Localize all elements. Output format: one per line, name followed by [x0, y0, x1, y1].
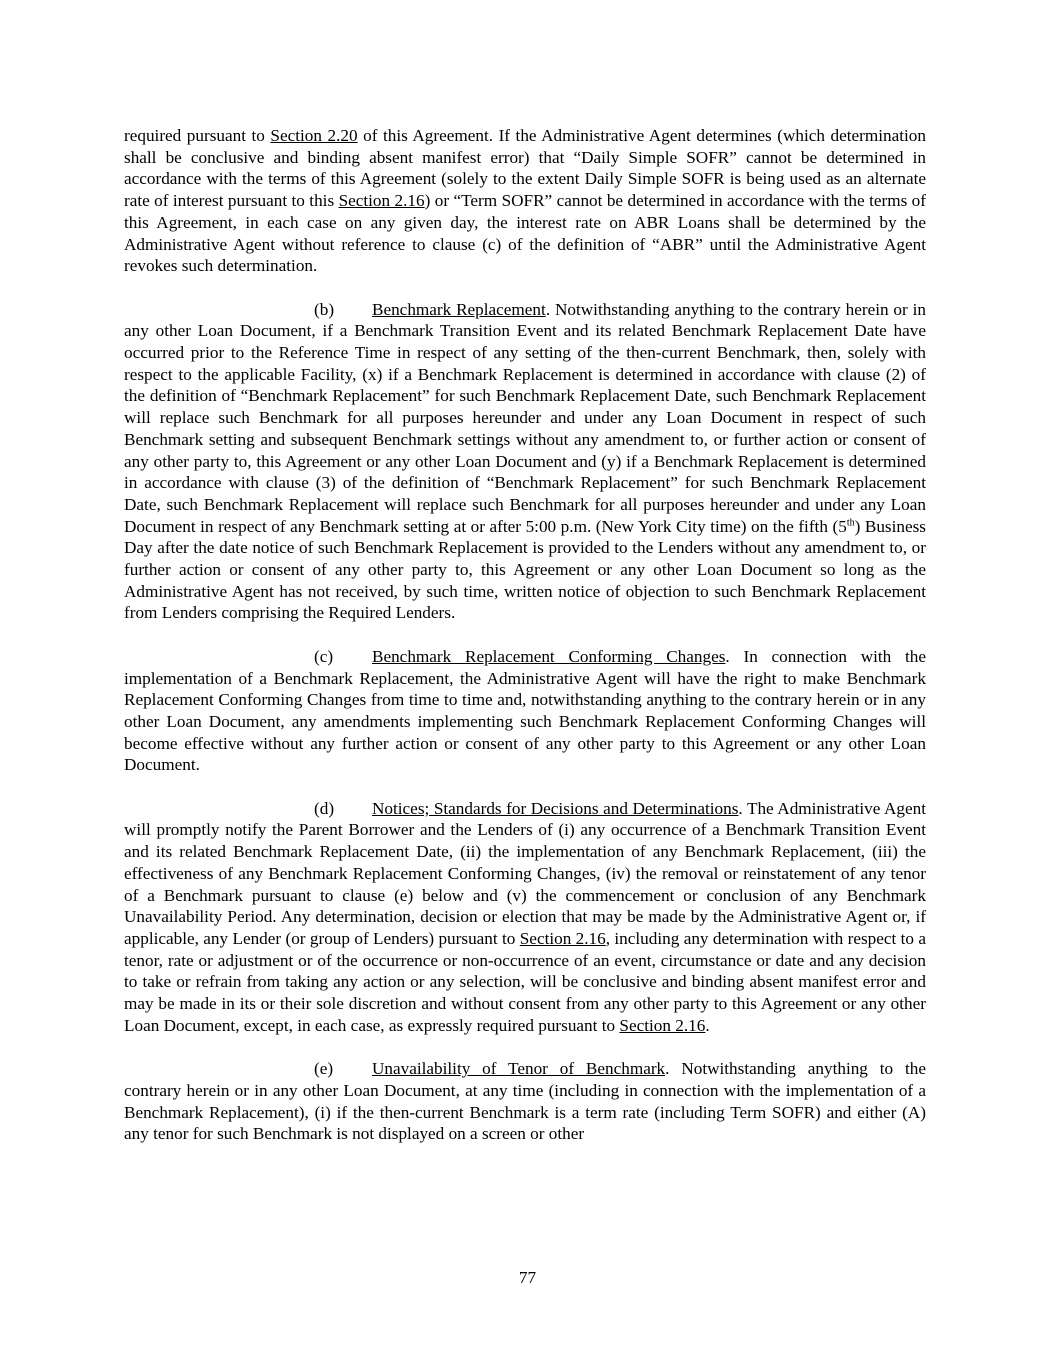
clause-heading: Notices; Standards for Decisions and Determinations — [372, 798, 739, 818]
text-block-top — [124, 125, 926, 1145]
paragraph-continuation — [124, 125, 926, 277]
clause-number: (b) — [314, 299, 335, 319]
text-run: . In connection with the implementation of a Benchmark Replacement, the Administrative Agent will have the right to make Benchmark Replacement Conforming Changes from time to time and, notwithstanding anything to the contrary herein or in any other Loan Document, any amendments implementing such Benchmark Replacement Conforming Changes will become effective without any further action or consent of any other party to this Agreement or any other Loan Document. — [124, 646, 927, 775]
page-number: 77 — [518, 1268, 537, 1287]
text-run: ) Business Day after the date notice of such Benchmark Replacement is provided to the Lenders without any amendment to, or further action or consent of any other party to, this Agreement or any other Loan Document so long as the Administrative Agent has not received, by such time, written notice of objection to such Benchmark Replacement from Lenders comprising the Required Lenders. — [124, 516, 926, 623]
text-run: of this Agreement. If the Administrative Agent determines (which determination shall be conclusive and binding absent manifest error) that “Daily Simple SOFR” cannot be determined in accordance with the terms of this Agreement (solely to the extent Daily Simple SOFR is being used as an alternate rate of interest pursuant to this — [124, 126, 926, 211]
clause-number: (e) — [314, 1059, 334, 1079]
clause-heading: Benchmark Replacement Conforming Changes — [372, 646, 726, 666]
section-reference-link: Section 2.16 — [519, 928, 606, 948]
text-run: . Notwithstanding anything to the contrary herein or in any other Loan Document, at any time (including in connection with the implementation of a Benchmark Replacement), (i) if the then-current Benchmark is a term rate (including Term SOFR) and either (A) any tenor for such Benchmark is not displayed on a screen or other — [124, 1059, 926, 1144]
text-run: required pursuant to — [124, 126, 271, 145]
ordinal-superscript: th — [846, 516, 855, 528]
clause-heading: Benchmark Replacement — [372, 299, 546, 319]
paragraph-c-conforming-changes — [124, 646, 926, 776]
text-run: ) or “Term SOFR” cannot be determined in accordance with the terms of this Agreement, in each case on any given day, the interest rate on ABR Loans shall be determined by the Administrative Agent without reference to clause (c) of the definition of “ABR” until the Administrative Agent revokes such determination. — [124, 191, 926, 276]
paragraph-b-benchmark-replacement — [124, 299, 926, 625]
section-reference-link: Section 2.16 — [338, 191, 425, 211]
text-run: , including any determination with respect to a tenor, rate or adjustment or of the occurrence or non-occurrence of an event, circumstance or date and any decision to take or refrain from taking any action or any selection, will be conclusive and binding absent manifest error and may be made in its or their sole discretion and without consent from any other party to this Agreement or any other Loan Document, except, in each case, as expressly required pursuant to — [124, 928, 926, 1035]
text-run: . — [705, 1015, 710, 1035]
text-run: . Notwithstanding anything to the contrary herein or in any other Loan Document, if a Benchmark Transition Event and its related Benchmark Replacement Date have occurred prior to the Reference Time in respect of any setting of the then-current Benchmark, then, solely with respect to the applicable Facility, (x) if a Benchmark Replacement is determined in accordance with clause (2) of the definition of “Benchmark Replacement” for such Benchmark Replacement Date, such Benchmark Replacement will replace such Benchmark for all purposes hereunder and under any Loan Document in respect of such Benchmark setting and subsequent Benchmark settings without any amendment to, or further action or consent of any other party to, this Agreement or any other Loan Document and (y) if a Benchmark Replacement is determined in accordance with clause (3) of the definition of “Benchmark Replacement” for such Benchmark Replacement Date, such Benchmark Replacement will replace such Benchmark for all purposes hereunder and under any Loan Document in respect of any Benchmark setting at or after 5:00 p.m. (New York City time) on the fifth (5 — [124, 299, 926, 536]
section-reference-link: Section 2.20 — [270, 126, 358, 145]
clause-number: (d) — [314, 798, 335, 818]
section-reference-link: Section 2.16 — [619, 1015, 706, 1035]
clause-heading: Unavailability of Tenor of Benchmark — [372, 1059, 666, 1079]
paragraph-e-unavailability — [124, 1058, 926, 1145]
text-run: . The Administrative Agent will promptly notify the Parent Borrower and the Lenders of (i) any occurrence of a Benchmark Transition Event and its related Benchmark Replacement Date, (ii) the implementation of any Benchmark Replacement, (iii) the effectiveness of any Benchmark Replacement Conforming Changes, (iv) the removal or reinstatement of any tenor of a Benchmark pursuant to clause (e) below and (v) the commencement or conclusion of any Benchmark Unavailability Period. Any determination, decision or election that may be made by the Administrative Agent or, if applicable, any Lender (or group of Lenders) pursuant to — [124, 798, 926, 948]
paragraph-d-notices — [124, 798, 926, 1037]
clause-number: (c) — [314, 646, 334, 666]
